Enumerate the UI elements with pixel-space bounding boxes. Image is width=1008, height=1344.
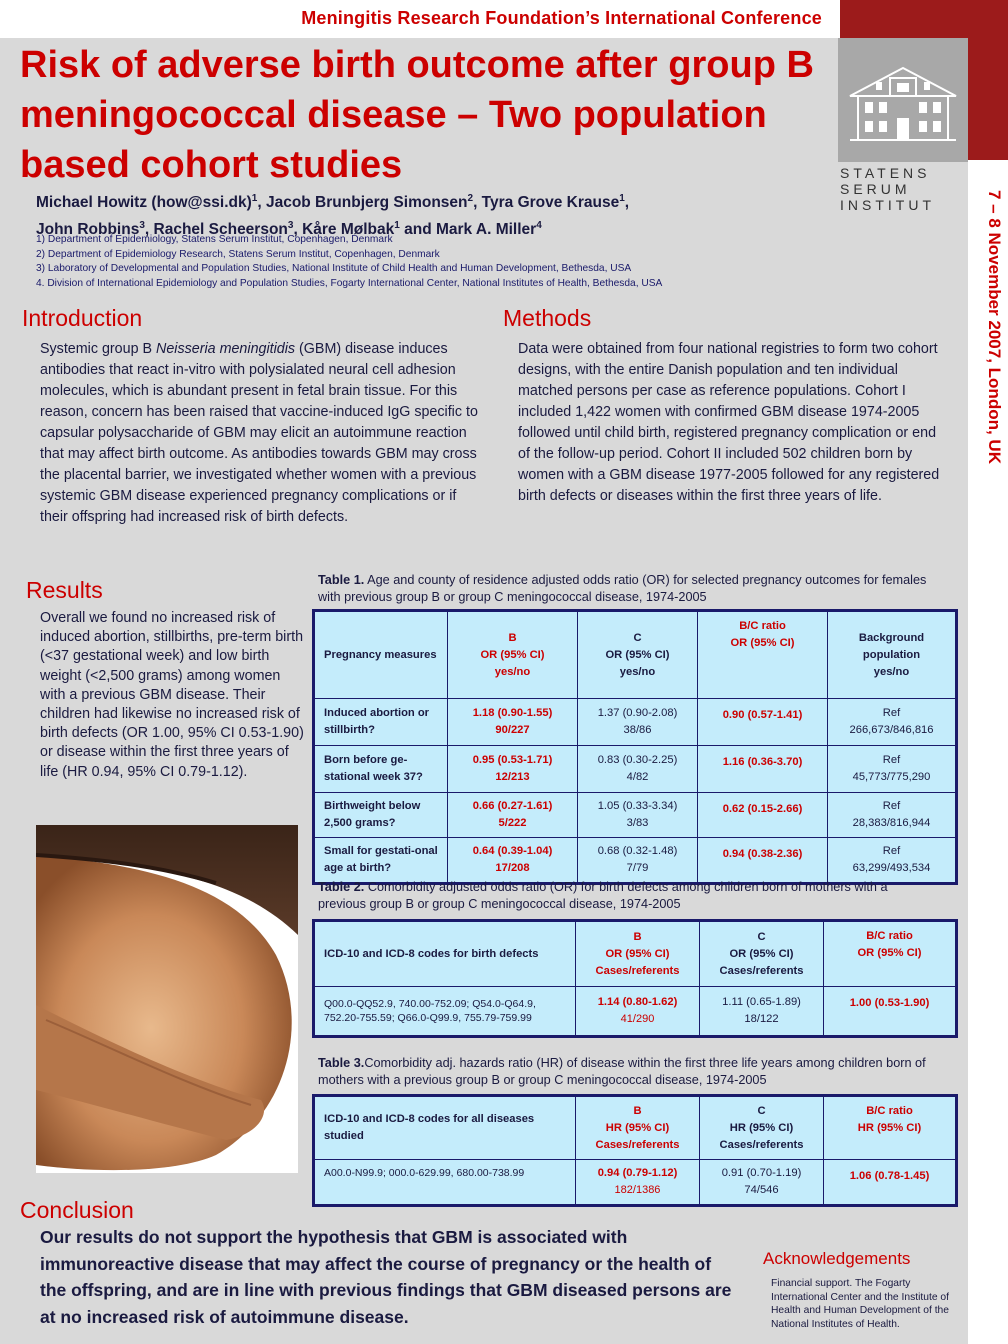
- reference: Ref: [882, 707, 901, 719]
- right-strip-accent: [968, 38, 1008, 160]
- count: 7/79: [626, 862, 649, 874]
- table3: [312, 1094, 958, 1207]
- table2-caption: [318, 879, 938, 913]
- group-b-value: [448, 838, 578, 884]
- group-b-value: [448, 793, 578, 838]
- row-label: Born before ge-stational week 37?: [314, 746, 448, 793]
- bc-ratio: 1.06 (0.78-1.45): [824, 1160, 957, 1206]
- bc-ratio: 0.90 (0.57-1.41): [698, 699, 828, 746]
- table3-caption-text: Comorbidity adj. hazards ratio (HR) of disease within the first three life years among children born of mothers with a previous group B or group C meningococcal disease, 1974-2005: [318, 1056, 926, 1087]
- logo-line: SERUM: [840, 181, 911, 197]
- header-cell: [700, 921, 824, 987]
- background-value: [828, 793, 957, 838]
- count: 4/82: [626, 771, 649, 783]
- author-sup: 4: [536, 220, 542, 232]
- header-line: HR (95% CI): [605, 1121, 670, 1134]
- group-c-value: [578, 793, 698, 838]
- count: 182/1386: [614, 1184, 661, 1196]
- author-line-1: [36, 187, 826, 214]
- hazard-ratio: 0.91 (0.70-1.19): [721, 1167, 802, 1179]
- author-name: , Jacob Brunbjerg Simonsen: [257, 194, 468, 212]
- header-line: C: [633, 631, 642, 644]
- affiliation: 2) Department of Epidemiology Research, Statens Serum Institut, Copenhagen, Denmark: [36, 248, 440, 260]
- header-line: B: [633, 930, 642, 943]
- table1-caption-label: Table 1.: [318, 573, 365, 587]
- header-line: OR (95% CI): [857, 947, 922, 959]
- header-cell: [828, 611, 957, 699]
- odds-ratio: 0.68 (0.32-1.48): [597, 845, 678, 857]
- author-sup: 3: [139, 220, 145, 232]
- odds-ratio: 1.05 (0.33-3.34): [597, 800, 678, 812]
- header-cell: [576, 1096, 700, 1160]
- table-header-row: [314, 1096, 957, 1160]
- table-row: [314, 793, 957, 838]
- background-value: [828, 699, 957, 746]
- header-line: Cases/referents: [719, 1138, 804, 1151]
- table-row: [314, 699, 957, 746]
- group-c-value: [578, 746, 698, 793]
- header-cell: ICD-10 and ICD-8 codes for all diseases studied: [314, 1096, 576, 1160]
- bc-ratio: 1.00 (0.53-1.90): [824, 987, 957, 1037]
- row-label: Induced abortion or stillbirth?: [314, 699, 448, 746]
- count: 90/227: [495, 724, 530, 736]
- table2-caption-text: Comorbidity adjusted odds ratio (OR) for birth defects among children born of mothers with a previous group B or group C meningococcal disease, 1974-2005: [318, 880, 888, 911]
- count: 45,773/775,290: [852, 771, 931, 783]
- group-b-value: [576, 1160, 700, 1206]
- results-text: Overall we found no increased risk of induced abortion, stillbirths, pre-term birth (<37 gestational week) and low birth weight (<2,500 grams) among women with a previous GBM disease. Their children had likewise no increased risk of birth defects (OR 1.00, 95% CI 0.53-1.90) or disease within the first three years of life (HR 0.94, 95% CI 0.79-1.12).: [40, 610, 304, 780]
- header-line: B/C ratio: [866, 930, 913, 942]
- odds-ratio: 1.37 (0.90-2.08): [597, 707, 678, 719]
- author-name: , Rachel Scheerson: [144, 221, 288, 239]
- count: 28,383/816,944: [852, 817, 931, 829]
- header-line: B: [633, 1104, 642, 1117]
- header-line: B/C ratio: [739, 620, 786, 632]
- header-line: OR (95% CI): [730, 637, 795, 649]
- pregnant-belly-photo: [36, 825, 298, 1173]
- header-cell: [578, 611, 698, 699]
- reference: Ref: [882, 754, 901, 766]
- row-label: Small for gestati-onal age at birth?: [314, 838, 448, 884]
- author-name: and Mark A. Miller: [399, 221, 537, 239]
- author-sup: 1: [394, 220, 400, 232]
- author-name: Michael Howitz (how@ssi.dk): [36, 194, 252, 212]
- table-row: [314, 838, 957, 884]
- conference-date: 7 – 8 November 2007, London, UK: [985, 190, 1004, 464]
- header-line: HR (95% CI): [729, 1121, 794, 1134]
- hazard-ratio: 0.94 (0.79-1.12): [597, 1167, 678, 1179]
- odds-ratio: 0.95 (0.53-1.71): [472, 754, 553, 766]
- header-line: OR (95% CI): [605, 648, 670, 661]
- conclusion-text: Our results do not support the hypothesis that GBM is associated with immunoreactive disease that may affect the course of pregnancy or the health of the offspring, and are in line with previous findings that GBM diseased persons are at no increased risk of autoimmune disease.: [40, 1227, 732, 1327]
- background-value: [828, 746, 957, 793]
- bc-ratio: 0.94 (0.38-2.36): [698, 838, 828, 884]
- methods-heading: Methods: [503, 305, 592, 331]
- header-line: OR (95% CI): [480, 648, 545, 661]
- affiliation: 4. Division of International Epidemiology and Population Studies, Fogarty International Center, National Institutes of Health, Bethesda, USA: [36, 277, 663, 289]
- header-line: C: [757, 1104, 766, 1117]
- group-c-value: [578, 838, 698, 884]
- table3-caption: [318, 1055, 958, 1089]
- table-header-row: [314, 611, 957, 699]
- icd-codes: A00.0-N99.9; 000.0-629.99, 680.00-738.99: [314, 1160, 576, 1206]
- intro-text-part: (GBM) disease induces antibodies that react in-vitro with polysialated neural cell adhesion molecules, which is abundant present in fetal brain tissue. For this reason, concern has been raised that vaccine-induced IgG specific to capsular polysaccharide of GBM may elicit an autoimmune reaction that may affect birth outcome. As antibodies towards GBM may cross the placental barrier, we investigated whether women with a previous systemic GBM disease experienced pregnancy complications or if their offspring had increased risk of birth defects.: [40, 341, 478, 525]
- author-sup: 1: [619, 193, 625, 204]
- header-line: OR (95% CI): [605, 947, 670, 960]
- header-line: C: [757, 930, 766, 943]
- acknowledgements-heading: Acknowledgements: [763, 1249, 911, 1268]
- header-line: OR (95% CI): [729, 947, 794, 960]
- header-line: B/C ratio: [866, 1105, 913, 1117]
- logo-line: INSTITUT: [840, 197, 935, 213]
- intro-text-part: Systemic group B: [40, 341, 157, 357]
- header-line: Cases/referents: [719, 964, 804, 977]
- corner-accent: [840, 0, 1008, 38]
- table-row: [314, 746, 957, 793]
- header-cell: [824, 921, 957, 987]
- institute-name: [838, 165, 968, 213]
- header-line: yes/no: [619, 665, 656, 678]
- introduction-text: [40, 339, 485, 528]
- icd-codes: Q00.0-QQ52.9, 740.00-752.09; Q54.0-Q64.9, 752.20-755.59; Q66.0-Q99.9, 755.79-759.99: [314, 987, 576, 1037]
- table2: [312, 919, 958, 1038]
- methods-text: Data were obtained from four national registries to form two cohort designs, with the entire Danish population and ten individual matched persons per case as reference populations. Cohort I included 1,422 women with confirmed GBM disease 1974-2005 followed until child birth, registered pregnancy complication or end of the follow-up period. Cohort II included 502 children born by women with a GBM disease 1977-2005 followed for any registered birth defects or diseases within the first three years of life.: [518, 341, 940, 504]
- author-name: John Robbins: [36, 221, 140, 239]
- table3-caption-label: Table 3.: [318, 1056, 365, 1070]
- conference-banner: [0, 0, 840, 38]
- intro-species-name: Neisseria meningitidis: [156, 341, 296, 357]
- header-cell: [698, 611, 828, 699]
- count: 63,299/493,534: [852, 862, 931, 874]
- odds-ratio: 1.11 (0.65-1.89): [722, 996, 801, 1008]
- header-cell: [824, 1096, 957, 1160]
- author-name: ,: [624, 194, 630, 212]
- reference: Ref: [882, 800, 901, 812]
- institute-logo: [838, 38, 968, 162]
- table-row: [314, 1160, 957, 1206]
- header-cell: ICD-10 and ICD-8 codes for birth defects: [314, 921, 576, 987]
- group-b-value: [448, 746, 578, 793]
- reference: Ref: [882, 845, 901, 857]
- table1: [312, 609, 958, 885]
- results-heading: Results: [26, 577, 103, 603]
- table1-caption: [318, 572, 938, 606]
- author-sup: 2: [467, 193, 474, 204]
- table1-caption-text: Age and county of residence adjusted odds ratio (OR) for selected pregnancy outcomes for females with previous group B or group C meningococcal disease, 1974-2005: [318, 573, 927, 604]
- introduction-heading: Introduction: [22, 305, 143, 331]
- table-header-row: [314, 921, 957, 987]
- author-name: , Kåre Mølbak: [293, 221, 395, 239]
- row-label: Birthweight below 2,500 grams?: [314, 793, 448, 838]
- background-value: [828, 838, 957, 884]
- conclusion-heading: Conclusion: [20, 1197, 134, 1223]
- count: 41/290: [620, 1013, 655, 1025]
- odds-ratio: 1.18 (0.90-1.55): [472, 707, 553, 719]
- count: 38/86: [623, 724, 652, 736]
- count: 3/83: [626, 817, 649, 829]
- author-sup: 3: [287, 220, 294, 232]
- group-c-value: [700, 987, 824, 1037]
- header-line: Background population: [858, 631, 925, 661]
- building-icon: [838, 38, 968, 162]
- group-c-value: [578, 699, 698, 746]
- header-line: HR (95% CI): [857, 1122, 922, 1134]
- count: 17/208: [495, 862, 530, 874]
- odds-ratio: 0.66 (0.27-1.61): [472, 800, 553, 812]
- header-line: Cases/referents: [595, 1138, 680, 1151]
- group-b-value: [448, 699, 578, 746]
- count: 18/122: [744, 1013, 779, 1025]
- header-cell: Pregnancy measures: [314, 611, 448, 699]
- count: 74/546: [744, 1184, 779, 1196]
- affiliation-list: [36, 233, 836, 291]
- bc-ratio: 0.62 (0.15-2.66): [698, 793, 828, 838]
- header-line: yes/no: [494, 665, 531, 678]
- header-cell: [448, 611, 578, 699]
- count: 5/222: [498, 817, 527, 829]
- odds-ratio: 0.64 (0.39-1.04): [472, 845, 553, 857]
- author-sup: 1: [251, 193, 258, 204]
- odds-ratio: 1.14 (0.80-1.62): [597, 996, 678, 1008]
- header-cell: [700, 1096, 824, 1160]
- table-row: [314, 987, 957, 1037]
- header-line: yes/no: [873, 665, 910, 678]
- acknowledgements-text: Financial support. The Fogarty International Center and the Institute of Health and Human Development of the National Institutes of Health.: [771, 1278, 950, 1330]
- header-cell: [576, 921, 700, 987]
- header-line: Cases/referents: [595, 964, 680, 977]
- odds-ratio: 0.83 (0.30-2.25): [597, 754, 678, 766]
- pregnancy-illustration: [36, 825, 298, 1173]
- poster-title: Risk of adverse birth outcome after group B meningococcal disease – Two population based cohort studies: [20, 44, 814, 186]
- header-line: B: [508, 631, 517, 644]
- group-b-value: [576, 987, 700, 1037]
- affiliation: 1) Department of Epidemiology, Statens Serum Institut, Copenhagen, Denmark: [36, 234, 393, 245]
- author-name: , Tyra Grove Krause: [473, 194, 620, 212]
- bc-ratio: 1.16 (0.36-3.70): [698, 746, 828, 793]
- logo-line: STATENS: [840, 165, 931, 181]
- table2-caption-label: Table 2.: [318, 880, 365, 894]
- affiliation: 3) Laboratory of Developmental and Population Studies, National Institute of Child Health and Human Development, Bethesda, USA: [36, 263, 632, 274]
- conference-title: Meningitis Research Foundation’s International Conference: [301, 8, 822, 28]
- count: 12/213: [495, 771, 530, 783]
- group-c-value: [700, 1160, 824, 1206]
- count: 266,673/846,816: [849, 724, 934, 736]
